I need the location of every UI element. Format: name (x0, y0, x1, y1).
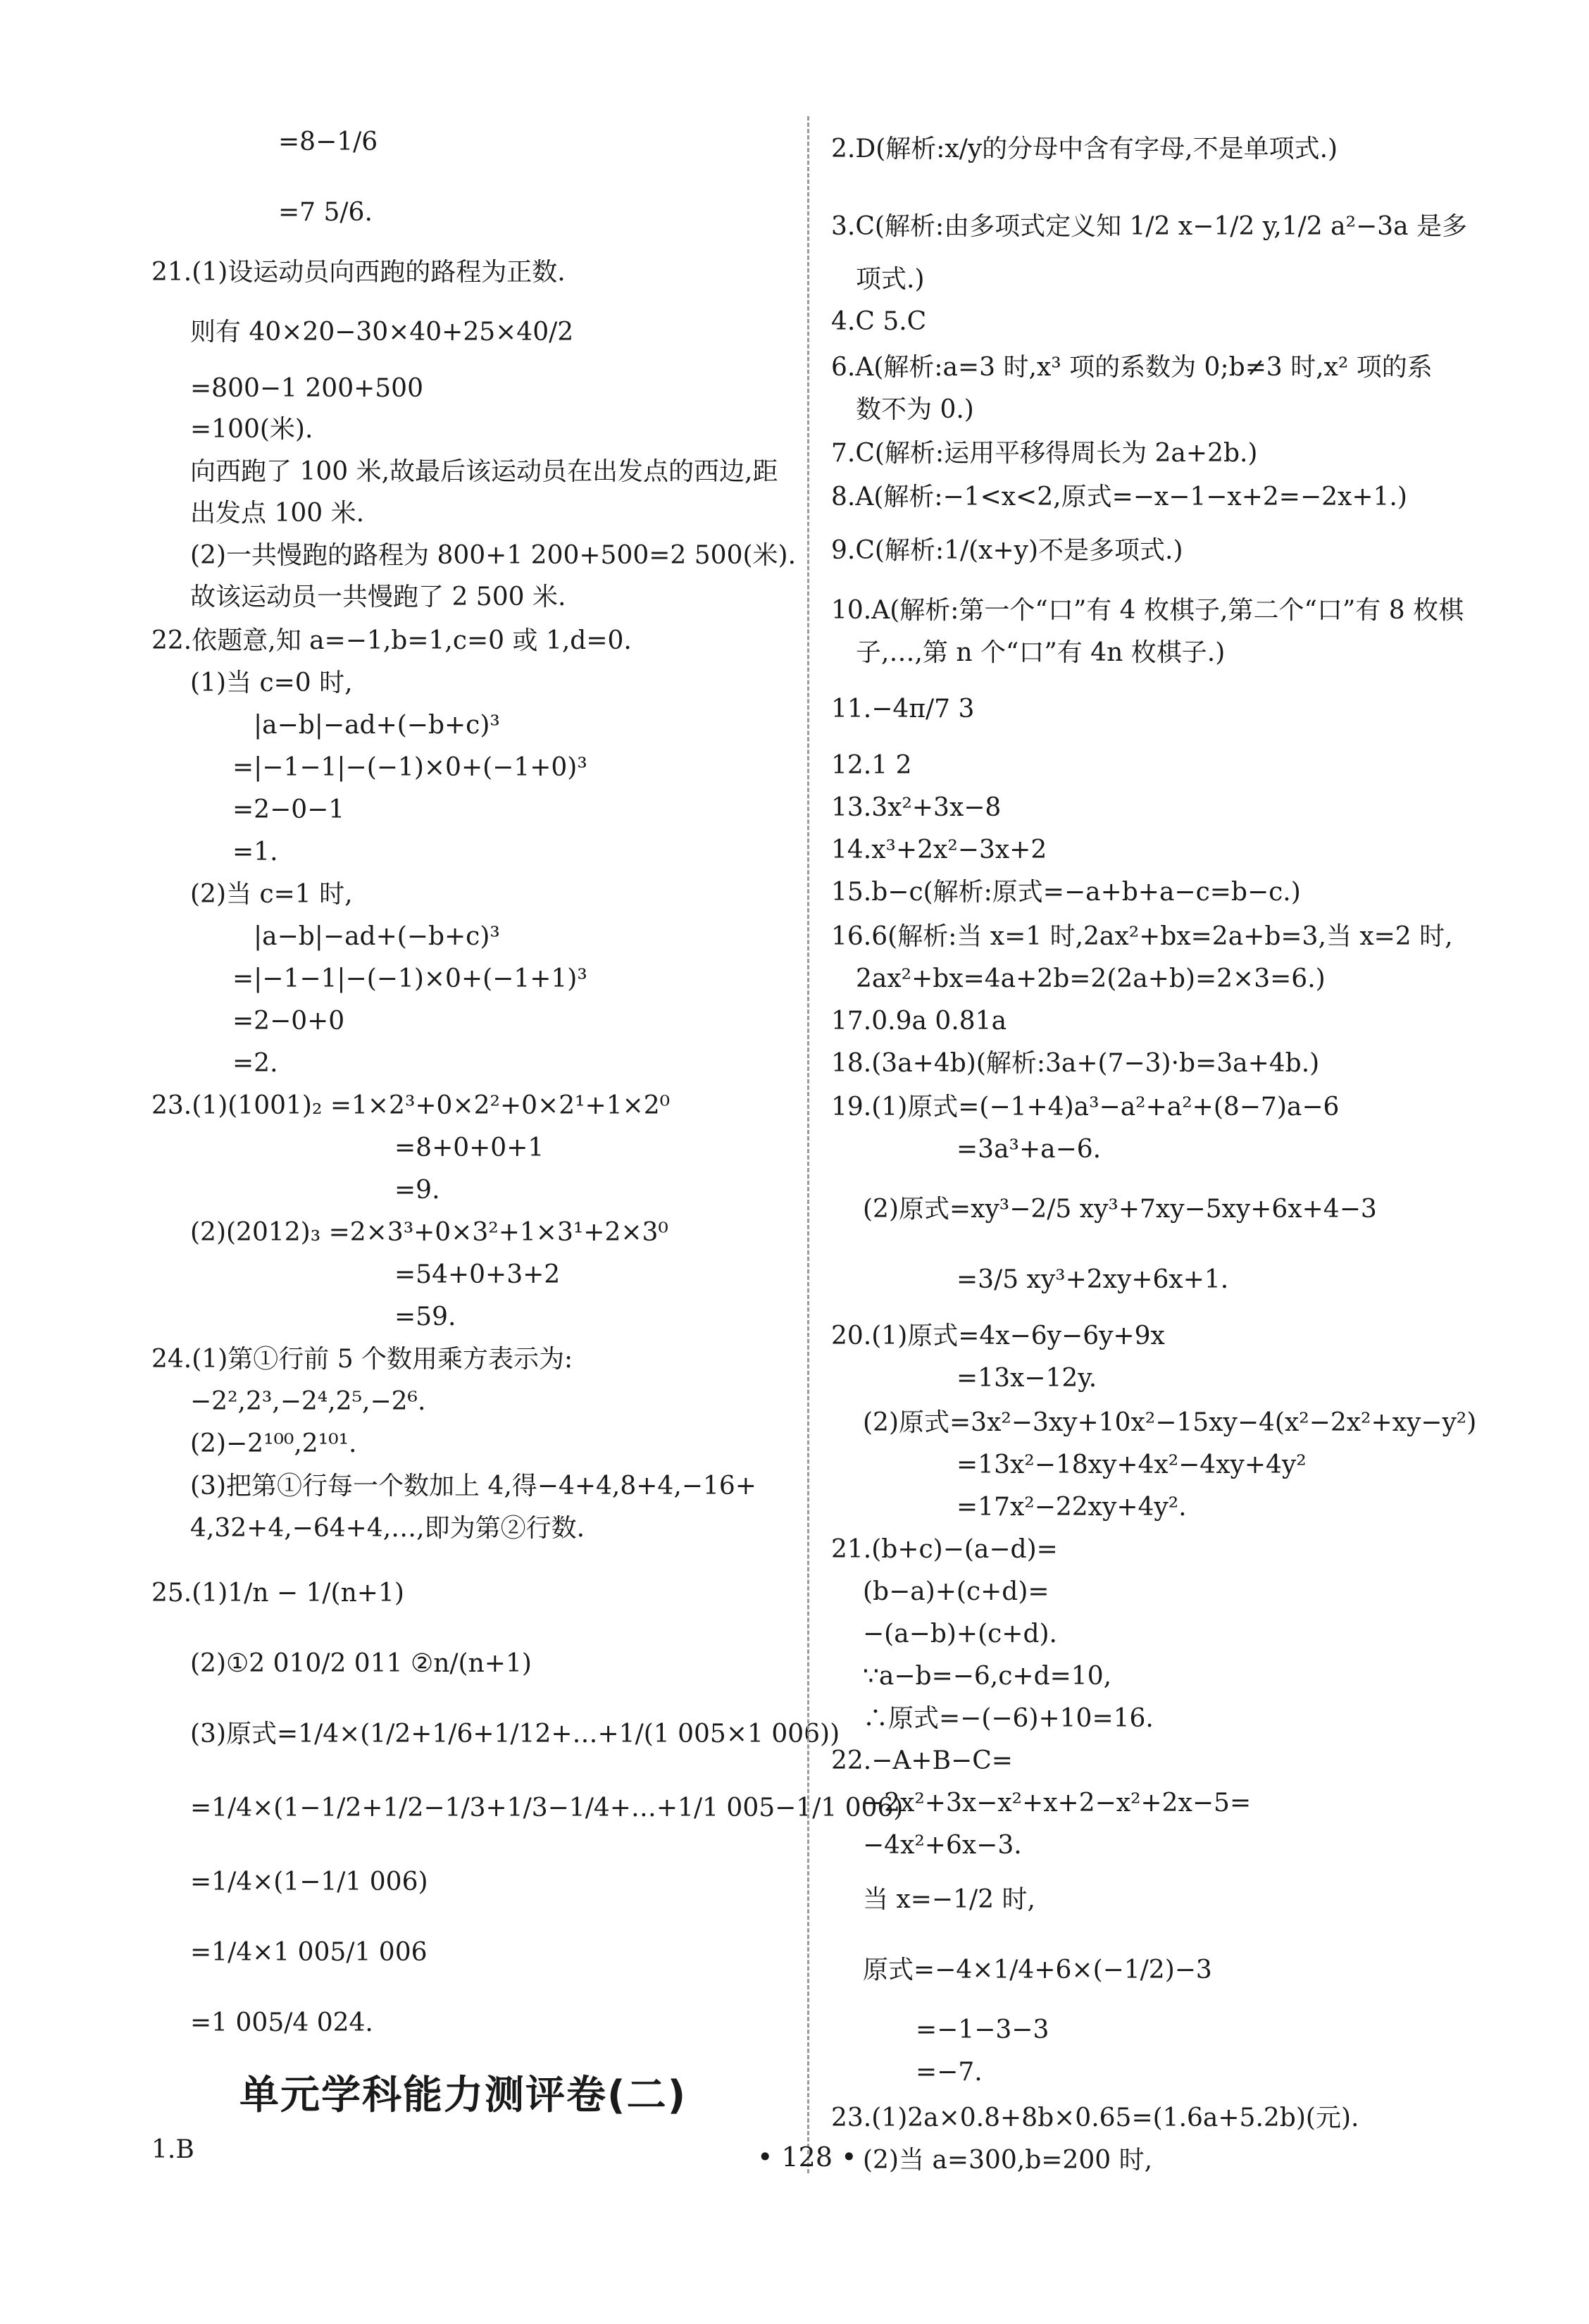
answer-line: =800−1 200+500 (190, 374, 423, 403)
answer-line: 故该运动员一共慢跑了 2 500 米. (190, 583, 566, 611)
answer-line: =|−1−1|−(−1)×0+(−1+1)³ (232, 964, 587, 993)
answer-line: 2.D(解析:x/y的分母中含有字母,不是单项式.) (831, 135, 1338, 163)
column-divider (807, 116, 809, 2173)
answer-line: −4x²+6x−3. (863, 1831, 1022, 1860)
answer-line: =8−1/6 (278, 128, 378, 156)
answer-line: (2)原式=xy³−2/5 xy³+7xy−5xy+6x+4−3 (863, 1195, 1377, 1224)
answer-line: −2x²+3x−x²+x+2−x²+2x−5= (863, 1789, 1252, 1817)
answer-line: =100(米). (190, 415, 313, 444)
answer-line: 24.(1)第①行前 5 个数用乘方表示为: (151, 1345, 573, 1374)
answer-line: =3a³+a−6. (956, 1135, 1102, 1164)
answer-line: =8+0+0+1 (394, 1133, 544, 1162)
answer-line: (2)(2012)₃ =2×3³+0×3²+1×3¹+2×3⁰ (190, 1218, 668, 1247)
answer-line: =17x²−22xy+4y². (956, 1493, 1187, 1522)
answer-line: 11.−4π/7 3 (831, 695, 975, 723)
answer-line: (3)把第①行每一个数加上 4,得−4+4,8+4,−16+ (190, 1472, 756, 1500)
answer-line: 13.3x²+3x−8 (831, 793, 1002, 822)
answer-line: 向西跑了 100 米,故最后该运动员在出发点的西边,距 (190, 457, 778, 486)
answer-line: (3)原式=1/4×(1/2+1/6+1/12+…+1/(1 005×1 006)) (190, 1720, 840, 1748)
answer-line: 19.(1)原式=(−1+4)a³−a²+a²+(8−7)a−6 (831, 1093, 1340, 1121)
answer-line: 22.依题意,知 a=−1,b=1,c=0 或 1,d=0. (151, 626, 632, 655)
answer-line: 18.(3a+4b)(解析:3a+(7−3)·b=3a+4b.) (831, 1049, 1320, 1078)
answer-line: 21.(b+c)−(a−d)= (831, 1535, 1058, 1564)
answer-line: (b−a)+(c+d)= (863, 1577, 1049, 1606)
answer-line: =59. (394, 1303, 456, 1331)
answer-line: 4,32+4,−64+4,…,即为第②行数. (190, 1514, 585, 1543)
answer-line: =1. (232, 838, 278, 866)
answer-line: 2ax²+bx=4a+2b=2(2a+b)=2×3=6.) (856, 964, 1326, 993)
answer-line: =2−0−1 (232, 795, 345, 824)
answer-line: =54+0+3+2 (394, 1260, 561, 1289)
answer-line: =2−0+0 (232, 1007, 345, 1036)
answer-line: =1/4×(1−1/1 006) (190, 1868, 428, 1896)
answer-line: (2)当 c=1 时, (190, 880, 353, 909)
answer-line: 15.b−c(解析:原式=−a+b+a−c=b−c.) (831, 878, 1301, 907)
answer-line: 7.C(解析:运用平移得周长为 2a+2b.) (831, 439, 1258, 468)
answer-line: =9. (394, 1176, 440, 1205)
answer-line: 12.1 2 (831, 751, 912, 780)
answer-line: 10.A(解析:第一个“口”有 4 枚棋子,第二个“口”有 8 枚棋 (831, 596, 1464, 625)
answer-line: 数不为 0.) (856, 395, 974, 424)
answer-line: ∵a−b=−6,c+d=10, (863, 1662, 1112, 1691)
answer-line: 23.(1)(1001)₂ =1×2³+0×2²+0×2¹+1×2⁰ (151, 1091, 671, 1120)
answer-line: =1/4×(1−1/2+1/2−1/3+1/3−1/4+…+1/1 005−1/1 006) (190, 1794, 904, 1822)
answer-line: =13x−12y. (956, 1364, 1097, 1393)
answer-line: |a−b|−ad+(−b+c)³ (254, 711, 500, 740)
answer-line: 1.B (151, 2135, 194, 2164)
answer-line: ∴原式=−(−6)+10=16. (863, 1704, 1154, 1733)
answer-line: =13x²−18xy+4x²−4xy+4y² (956, 1450, 1307, 1479)
answer-line: =7 5/6. (278, 198, 373, 227)
answer-line: −(a−b)+(c+d). (863, 1620, 1057, 1648)
answer-line: 20.(1)原式=4x−6y−6y+9x (831, 1322, 1165, 1350)
answer-line: 25.(1)1/n − 1/(n+1) (151, 1579, 404, 1608)
answer-line: (2)①2 010/2 011 ②n/(n+1) (190, 1649, 532, 1678)
answer-line: =3/5 xy³+2xy+6x+1. (956, 1265, 1229, 1294)
watermark-logo (1465, 2275, 1578, 2318)
answer-line: 项式.) (856, 265, 925, 294)
answer-line: −2²,2³,−2⁴,2⁵,−2⁶. (190, 1387, 426, 1416)
answer-line: 子,…,第 n 个“口”有 4n 枚棋子.) (856, 638, 1226, 667)
answer-line: =|−1−1|−(−1)×0+(−1+0)³ (232, 753, 587, 782)
answer-line: 8.A(解析:−1<x<2,原式=−x−1−x+2=−2x+1.) (831, 483, 1407, 511)
answer-line: 14.x³+2x²−3x+2 (831, 835, 1047, 864)
answer-line: 当 x=−1/2 时, (863, 1885, 1035, 1914)
answer-line: 则有 40×20−30×40+25×40/2 (190, 318, 574, 347)
answer-line: 出发点 100 米. (190, 499, 365, 528)
answer-line: =−1−3−3 (916, 2015, 1049, 2044)
answer-line: =2. (232, 1049, 278, 1078)
answer-line: 22.−A+B−C= (831, 1746, 1013, 1775)
section-title: 单元学科能力测评卷(二) (239, 2073, 687, 2118)
answer-line: 23.(1)2a×0.8+8b×0.65=(1.6a+5.2b)(元). (831, 2104, 1359, 2132)
answer-line: 9.C(解析:1/(x+y)不是多项式.) (831, 536, 1183, 565)
answer-line: |a−b|−ad+(−b+c)³ (254, 922, 500, 951)
answer-line: 21.(1)设运动员向西跑的路程为正数. (151, 258, 566, 287)
answer-line: 17.0.9a 0.81a (831, 1007, 1007, 1036)
answer-line: (1)当 c=0 时, (190, 669, 353, 697)
answer-line: 16.6(解析:当 x=1 时,2ax²+bx=2a+b=3,当 x=2 时, (831, 922, 1453, 951)
answer-line: =1 005/4 024. (190, 2008, 373, 2037)
answer-line: (2)当 a=300,b=200 时, (863, 2146, 1153, 2175)
answer-line: 4.C 5.C (831, 307, 927, 336)
page-number: • 128 • (757, 2142, 857, 2173)
answer-line: (2)原式=3x²−3xy+10x²−15xy−4(x²−2x²+xy−y²) (863, 1408, 1477, 1437)
answer-line: =−7. (916, 2058, 983, 2087)
answer-line: 原式=−4×1/4+6×(−1/2)−3 (863, 1956, 1212, 1984)
answer-line: 3.C(解析:由多项式定义知 1/2 x−1/2 y,1/2 a²−3a 是多 (831, 212, 1467, 241)
answer-line: (2)一共慢跑的路程为 800+1 200+500=2 500(米). (190, 541, 797, 570)
answer-line: (2)−2¹⁰⁰,2¹⁰¹. (190, 1429, 357, 1458)
answer-line: 6.A(解析:a=3 时,x³ 项的系数为 0;b≠3 时,x² 项的系 (831, 353, 1433, 382)
answer-line: =1/4×1 005/1 006 (190, 1938, 428, 1967)
